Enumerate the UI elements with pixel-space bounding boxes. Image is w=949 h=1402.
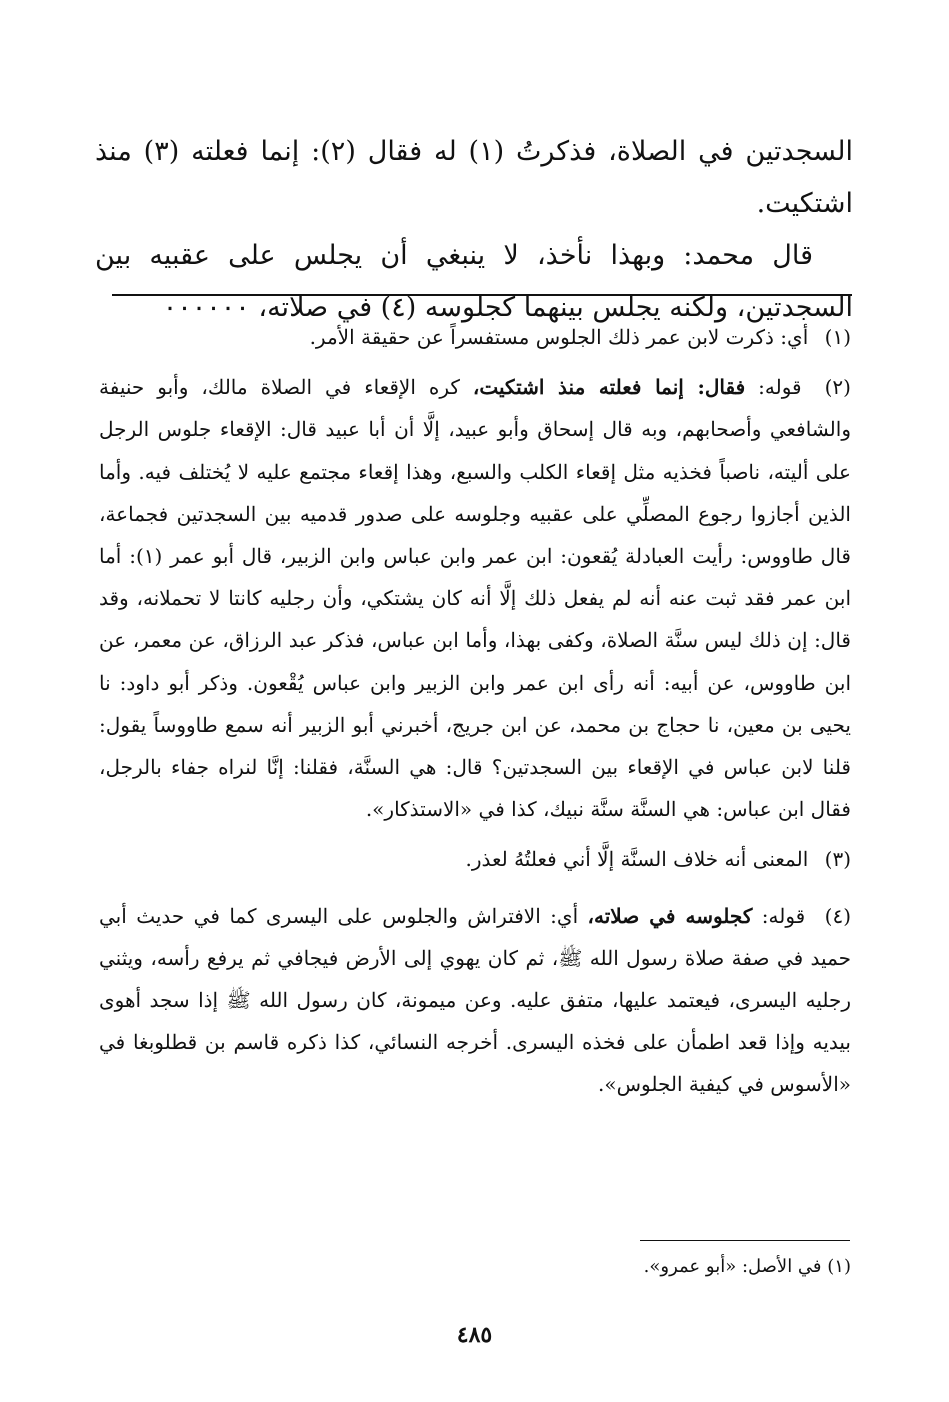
footnote-2-quote: فقال: إنما فعلته منذ اشتكيت، <box>472 375 746 400</box>
main-text-line-1: السجدتين في الصلاة، فذكرتُ (١) له فقال (٢): إنما فعلته (٣) منذ اشتكيت. <box>95 136 853 219</box>
editor-note-divider <box>640 1240 850 1241</box>
footnotes <box>99 316 851 1114</box>
footnote-2-number: (٢) <box>824 375 851 400</box>
footnote-4 <box>99 895 851 1106</box>
footnote-1-text: أي: ذكرت لابن عمر ذلك الجلوس مستفسراً عن حقيقة الأمر. <box>309 325 809 349</box>
footnote-4-quote: كجلوسه في صلاته، <box>587 903 753 928</box>
editor-note <box>99 1252 851 1282</box>
footnote-3-number: (٣) <box>824 847 851 872</box>
footnote-4-lead: قوله: <box>761 903 806 928</box>
footnote-2 <box>99 366 851 830</box>
main-text-paragraph-2: قال محمد: وبهذا نأخذ، لا ينبغي أن يجلس على عقبيه بين السجدتين، ولكنه يجلس بينهما كجلوسه (٤) في صلاته، ٠٠٠٠٠٠ <box>95 240 853 323</box>
editor-note-number: (١) <box>827 1256 851 1277</box>
editor-note-text: في الأصل: «أبو عمرو». <box>643 1256 822 1277</box>
footnote-4-text: أي: الافتراش والجلوس على اليسرى كما في حديث أبي حميد في صفة صلاة رسول الله ﷺ، ثم كان يهوي إلى الأرض فيجافي ثم يرفع رأسه، ويثني رجليه اليسرى، فيعتمد عليها، متفق عليه. وعن ميمونة، كان رسول الله ﷺ إذا سجد أهوى بيديه وإذا قعد اطمأن على فخذه اليسرى. أخرجه النسائي، كذا ذكره قاسم بن قطلوبغا في «الأسوس في كيفية الجلوس». <box>99 903 851 1097</box>
main-footnote-divider <box>112 294 852 296</box>
footnote-3-text: المعنى أنه خلاف السنَّة إلَّا أني فعلتُهُ لعذر. <box>465 847 809 872</box>
footnote-3 <box>99 838 851 880</box>
footnote-1 <box>99 316 851 358</box>
footnote-2-lead: قوله: <box>758 375 802 400</box>
main-text <box>95 126 853 334</box>
footnote-4-number: (٤) <box>824 903 852 928</box>
page-number: ٤٨٥ <box>456 1322 493 1348</box>
footnote-1-number: (١) <box>824 325 851 349</box>
footnote-2-text: كره الإقعاء في الصلاة مالك، وأبو حنيفة والشافعي وأصحابهم، وبه قال إسحاق وأبو عبيد، إلَّا أن أبا عبيد قال: الإقعاء جلوس الرجل على أليته، ناصباً فخذيه مثل إقعاء الكلب والسبع، وهذا إقعاء مجتمع عليه لا يُختلف فيه. وأما الذين أجازوا رجوع المصلِّي على عقبيه وجلوسه على صدور قدميه بين السجدتين فجماعة، قال طاووس: رأيت العبادلة يُقعون: ابن عمر وابن عباس وابن الزبير، قال أبو عمر (١): أما ابن عمر فقد ثبت عنه أنه لم يفعل ذلك إلَّا أنه كان يشتكي، وأن رجليه كانتا لا تحملانه، وقد قال: إن ذلك ليس سنَّة الصلاة، وكفى بهذا، وأما ابن عباس، فذكر عبد الرزاق، عن معمر، عن ابن طاووس، عن أبيه: أنه رأى ابن عمر وابن الزبير وابن عباس يُقْعون. وذكر أبو داود: نا يحيى بن معين، نا حجاج بن محمد، عن ابن جريج، أخبرني أبو الزبير أنه سمع طاووساً يقول: قلنا لابن عباس في الإقعاء بين السجدتين؟ قال: هي السنَّة، فقلنا: إنَّا لنراه جفاء بالرجل، فقال ابن عباس: هي السنَّة سنَّة نبيك، كذا في «الاستذكار». <box>99 375 851 822</box>
